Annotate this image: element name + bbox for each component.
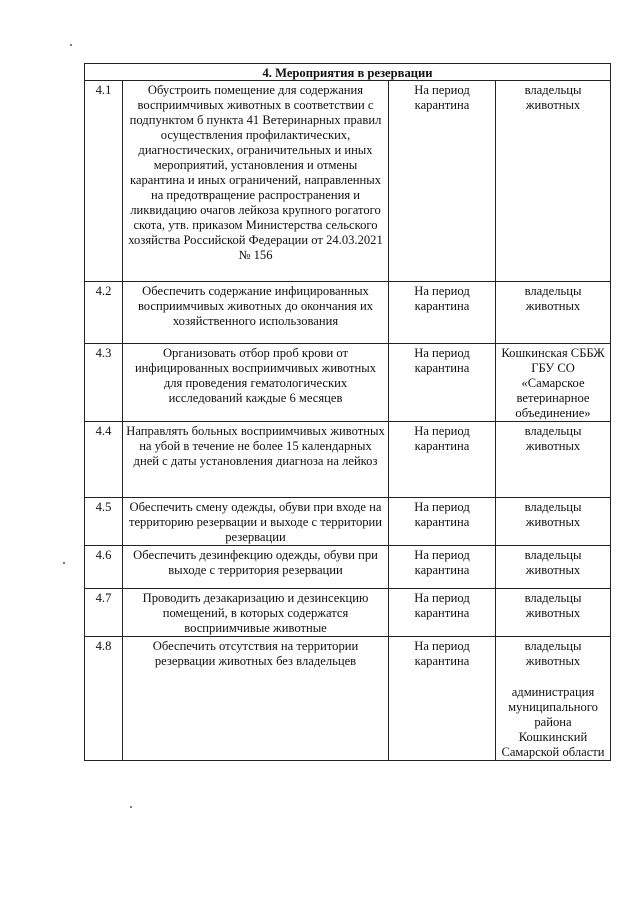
row-responsible: владельцы животных	[496, 589, 611, 637]
row-action: Организовать отбор проб крови от инфицированных восприимчивых животных для проведения гематологических исследований каждые 6 месяцев	[123, 344, 389, 422]
row-period: На период карантина	[389, 637, 496, 761]
row-action: Обеспечить отсутствия на территории резервации животных без владельцев	[123, 637, 389, 761]
row-responsible: владельцы животных	[524, 639, 582, 668]
row-number: 4.4	[85, 422, 123, 498]
row-number: 4.2	[85, 282, 123, 344]
row-responsible: владельцы животных	[496, 282, 611, 344]
row-action: Обеспечить смену одежды, обуви при входе на территорию резервации и выходе с территории резервации	[123, 498, 389, 546]
table-row	[85, 498, 611, 546]
table-row	[85, 422, 611, 498]
table-row	[85, 589, 611, 637]
scan-speck	[70, 44, 72, 46]
table-row	[85, 637, 611, 761]
row-number: 4.1	[85, 81, 123, 282]
row-period: На период карантина	[389, 282, 496, 344]
row-number: 4.6	[85, 546, 123, 589]
row-period: На период карантина	[389, 546, 496, 589]
row-responsible: владельцы животных	[496, 546, 611, 589]
row-action: Проводить дезакаризацию и дезинсекцию помещений, в которых содержатся восприимчивые животные	[123, 589, 389, 637]
row-action: Обустроить помещение для содержания восприимчивых животных в соответствии с подпунктом б пункта 41 Ветеринарных правил осуществления профилактических, диагностических, ограничительных и иных мероприятий, установления и отмены карантина и иных ограничений, направленных на предотвращение распространения и ликвидацию очагов лейкоза крупного рогатого скота, утв. приказом Министерства сельского хозяйства Российской Федерации от 24.03.2021 № 156	[123, 81, 389, 282]
row-action: Обеспечить дезинфекцию одежды, обуви при выходе с территория резервации	[123, 546, 389, 589]
scan-speck	[130, 806, 132, 808]
row-responsible: владельцы животных	[496, 81, 611, 282]
row-number: 4.5	[85, 498, 123, 546]
row-number: 4.3	[85, 344, 123, 422]
row-responsible: Кошкинская СББЖ ГБУ СО «Самарское ветеринарное объединение»	[496, 344, 611, 422]
row-number: 4.8	[85, 637, 123, 761]
section-header-row	[85, 64, 611, 81]
row-period: На период карантина	[389, 498, 496, 546]
row-action: Обеспечить содержание инфицированных восприимчивых животных до окончания их хозяйственного использования	[123, 282, 389, 344]
row-period: На период карантина	[389, 589, 496, 637]
table-row	[85, 344, 611, 422]
row-responsible-extra: администрация муниципального района Кошкинский Самарской области	[501, 685, 605, 759]
row-responsible-cell	[496, 637, 611, 761]
measures-table	[84, 63, 611, 761]
scan-speck	[63, 562, 65, 564]
table-row	[85, 81, 611, 282]
section-title: 4. Мероприятия в резервации	[85, 64, 611, 81]
row-responsible: владельцы животных	[496, 498, 611, 546]
table-row	[85, 546, 611, 589]
row-period: На период карантина	[389, 422, 496, 498]
table-row	[85, 282, 611, 344]
row-period: На период карантина	[389, 81, 496, 282]
row-period: На период карантина	[389, 344, 496, 422]
row-responsible: владельцы животных	[496, 422, 611, 498]
row-number: 4.7	[85, 589, 123, 637]
row-action: Направлять больных восприимчивых животных на убой в течение не более 15 календарных дней с даты установления диагноза на лейкоз	[123, 422, 389, 498]
